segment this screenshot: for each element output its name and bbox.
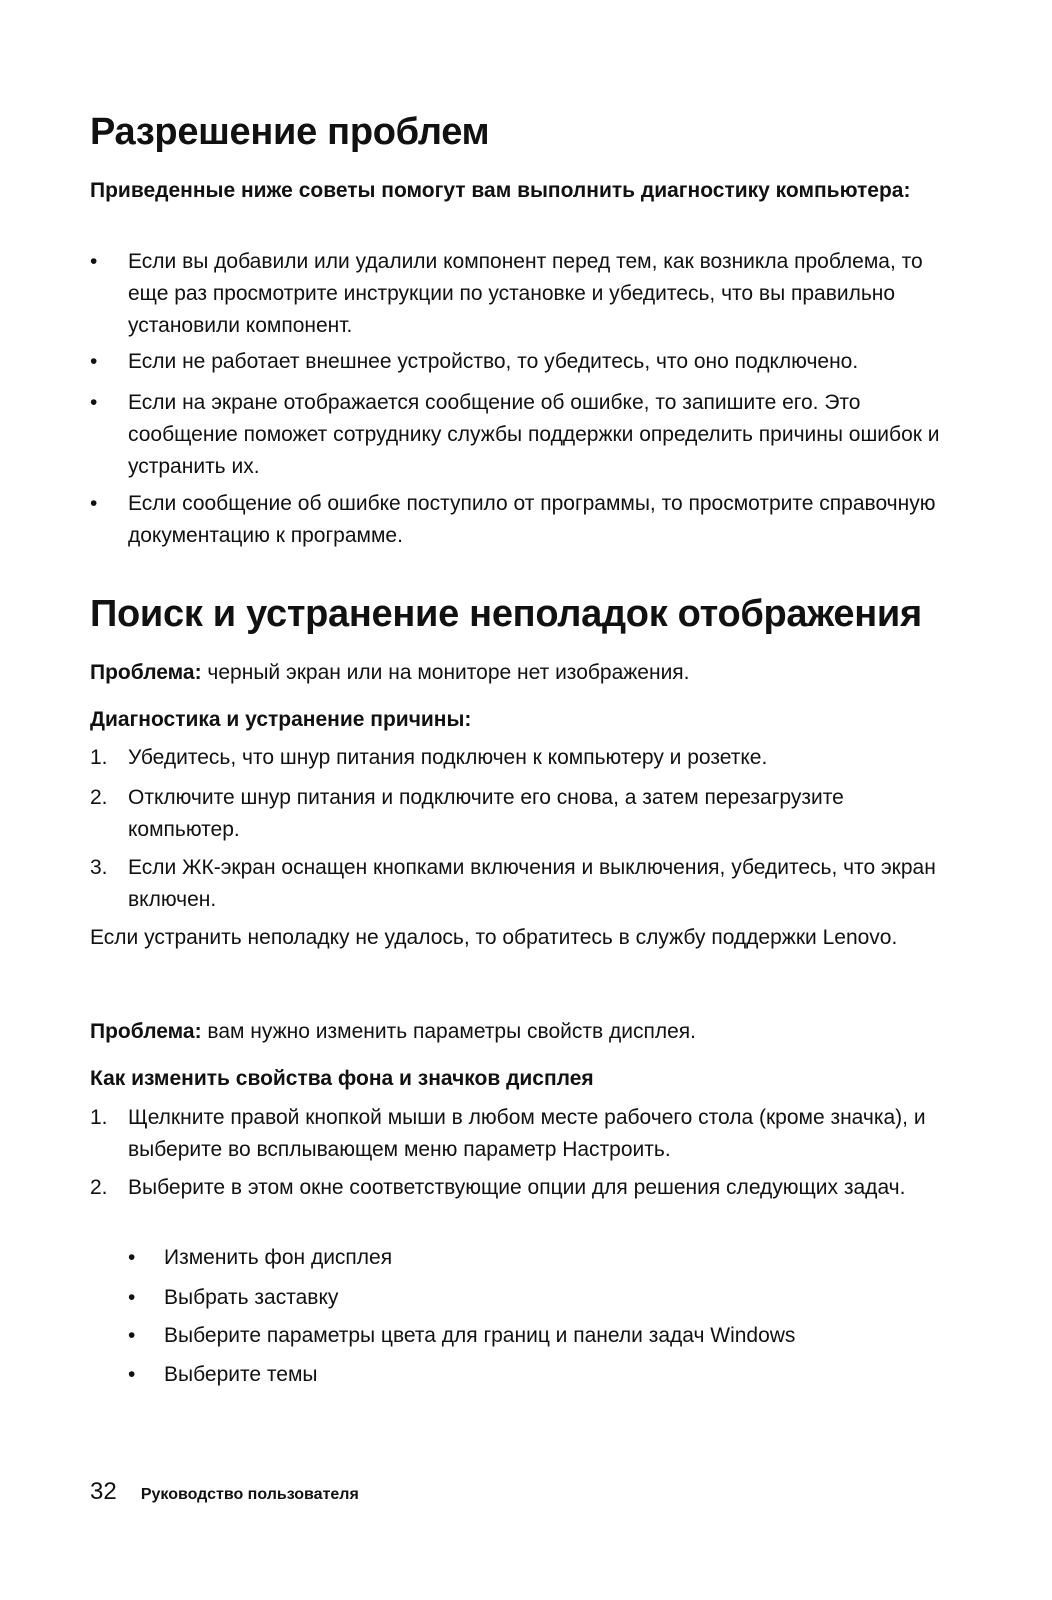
- howto-heading: Как изменить свойства фона и значков дисплея: [90, 1067, 594, 1090]
- problem-statement: [90, 657, 950, 689]
- bullet-marker: •: [90, 492, 98, 515]
- page-number: 32: [90, 1478, 117, 1505]
- bullet-marker: •: [128, 1324, 136, 1347]
- step-number: 3.: [90, 856, 108, 879]
- step-text: Выберите в этом окне соответствующие опции для решения следующих задач.: [128, 1176, 906, 1199]
- bullet-marker: •: [90, 350, 98, 373]
- sub-list-item: [128, 1242, 948, 1274]
- section-title-troubleshooting: Разрешение проблем: [90, 111, 490, 153]
- numbered-step: [90, 852, 950, 916]
- bullet-marker: •: [90, 391, 98, 414]
- sub-list-item-text: Выберите параметры цвета для границ и панели задач Windows: [164, 1324, 796, 1347]
- step-number: 2.: [90, 1176, 108, 1199]
- section-lead: Приведенные ниже советы помогут вам выполнить диагностику компьютера:: [90, 179, 911, 202]
- section-title-display-troubleshooting: Поиск и устранение неполадок отображения: [90, 593, 922, 635]
- list-item-text: Если на экране отображается сообщение об ошибке, то запишите его. Это сообщение поможет сотруднику службы поддержки определить причины ошибок и устранить их.: [128, 391, 940, 478]
- list-item: [90, 387, 950, 483]
- step-text: Щелкните правой кнопкой мыши в любом месте рабочего стола (кроме значка), и выберите во всплывающем меню параметр Настроить.: [128, 1106, 926, 1161]
- diagnostics-heading: Диагностика и устранение причины:: [90, 708, 472, 731]
- support-note: Если устранить неполадку не удалось, то обратитесь в службу поддержки Lenovo.: [90, 926, 898, 949]
- list-item: [90, 346, 950, 378]
- step-text: Отключите шнур питания и подключите его снова, а затем перезагрузите компьютер.: [128, 786, 844, 841]
- list-item-text: Если сообщение об ошибке поступило от программы, то просмотрите справочную документацию к программе.: [128, 492, 936, 547]
- sub-list-item-text: Изменить фон дисплея: [164, 1246, 393, 1269]
- bullet-marker: •: [128, 1363, 136, 1386]
- page-footer: [90, 1476, 359, 1511]
- numbered-step: [90, 742, 950, 774]
- step-number: 1.: [90, 746, 108, 769]
- problem-label: Проблема:: [90, 661, 202, 684]
- problem-text: вам нужно изменить параметры свойств дисплея.: [201, 1020, 696, 1043]
- sub-list-item-text: Выбрать заставку: [164, 1286, 339, 1309]
- sub-list-item: [128, 1320, 948, 1352]
- bullet-marker: •: [128, 1286, 136, 1309]
- problem-statement: [90, 1016, 950, 1048]
- list-item: [90, 246, 950, 342]
- list-item: [90, 488, 950, 552]
- numbered-step: [90, 1102, 950, 1166]
- bullet-marker: •: [90, 250, 98, 273]
- problem-text: черный экран или на мониторе нет изображения.: [201, 661, 690, 684]
- list-item-text: Если вы добавили или удалили компонент перед тем, как возникла проблема, то еще раз просмотрите инструкции по установке и убедитесь, что вы правильно установили компонент.: [128, 250, 923, 337]
- sub-list-item: [128, 1282, 948, 1314]
- sub-list-item: [128, 1359, 948, 1391]
- footer-title: Руководство пользователя: [140, 1486, 359, 1503]
- step-number: 1.: [90, 1106, 108, 1129]
- step-number: 2.: [90, 786, 108, 809]
- bullet-marker: •: [128, 1246, 136, 1269]
- sub-list-item-text: Выберите темы: [164, 1363, 318, 1386]
- problem-label: Проблема:: [90, 1020, 202, 1043]
- numbered-step: [90, 1172, 950, 1204]
- step-text: Если ЖК-экран оснащен кнопками включения и выключения, убедитесь, что экран включен.: [128, 856, 936, 911]
- step-text: Убедитесь, что шнур питания подключен к компьютеру и розетке.: [128, 746, 768, 769]
- numbered-step: [90, 782, 950, 846]
- list-item-text: Если не работает внешнее устройство, то убедитесь, что оно подключено.: [128, 350, 859, 373]
